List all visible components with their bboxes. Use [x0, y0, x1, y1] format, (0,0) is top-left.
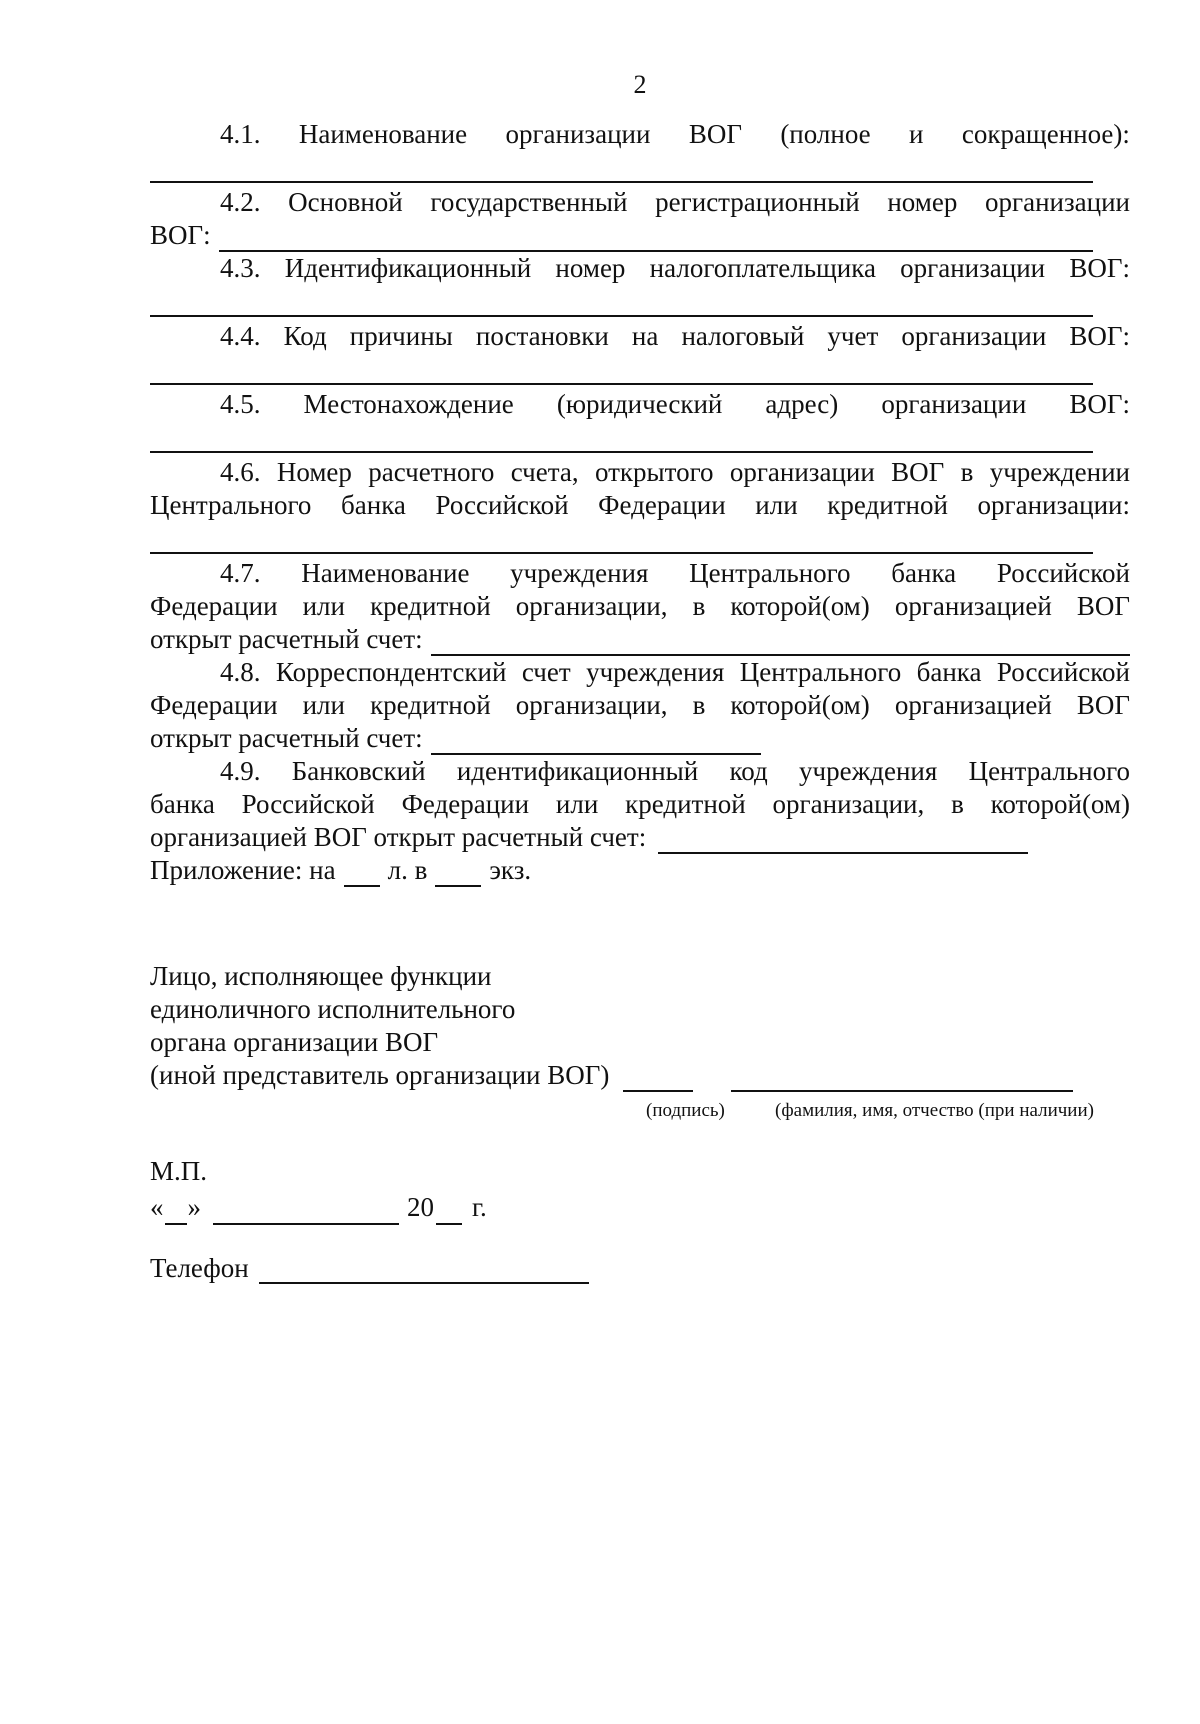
signatory-line-4	[150, 1059, 1130, 1092]
date-line	[150, 1189, 487, 1225]
item-4-9-line-1: 4.9. Банковский идентификационный код учреждения Центрального	[220, 756, 1130, 786]
item-4-1	[150, 118, 1130, 151]
item-4-7-word: учреждения	[510, 558, 649, 588]
item-4-5-word: ВОГ:	[1069, 389, 1130, 419]
item-4-8-line-1: 4.8. Корреспондентский счет учреждения Центрального банка Российской	[220, 657, 1130, 687]
signatory-line-2: единоличного исполнительного	[150, 994, 516, 1024]
item-4-1-fill-line[interactable]	[150, 151, 1093, 183]
item-4-4-fill-line[interactable]	[150, 353, 1093, 385]
item-4-2	[150, 186, 1130, 219]
date-year-field[interactable]	[436, 1199, 462, 1225]
item-4-1-word: (полное	[780, 119, 871, 149]
stamp-placeholder: М.П.	[150, 1156, 208, 1186]
stamp-block	[150, 1153, 487, 1225]
date-day-field[interactable]	[165, 1199, 187, 1225]
signature-field[interactable]	[623, 1066, 693, 1092]
signatory-line-1: Лицо, исполняющее функции	[150, 961, 492, 991]
item-4-5-word: (юридический	[556, 389, 723, 419]
item-4-8-line-2: Федерации или кредитной организации, в которой(ом) организацией ВОГ	[150, 690, 1130, 720]
phone-field[interactable]	[259, 1258, 589, 1284]
form-body	[150, 119, 1130, 887]
item-4-5-word: организации	[881, 389, 1027, 419]
item-4-8-line-3	[150, 722, 1130, 755]
date-open-quote: «	[150, 1192, 164, 1222]
item-4-5-word: Местонахождение	[303, 389, 514, 419]
signature-block	[150, 960, 1130, 1092]
appendix-sheets-field[interactable]	[344, 861, 380, 887]
item-4-9-tail: организацией ВОГ открыт расчетный счет:	[150, 822, 647, 852]
item-4-5-fill-line[interactable]	[150, 421, 1093, 453]
date-month-field[interactable]	[213, 1199, 399, 1225]
item-4-7-num: 4.7.	[220, 558, 261, 588]
item-4-6-fill-line[interactable]	[150, 522, 1093, 554]
item-4-8-tail: открыт расчетный счет:	[150, 723, 423, 753]
item-4-9-fill-line[interactable]	[658, 828, 1028, 854]
signatory-line-3: органа организации ВОГ	[150, 1027, 439, 1057]
item-4-2-tail: ВОГ:	[150, 220, 211, 250]
item-4-8-fill-line[interactable]	[431, 729, 761, 755]
item-4-3-text: 4.3. Идентификационный номер налогоплательщика организации ВОГ:	[220, 253, 1130, 283]
date-close-quote: »	[187, 1192, 201, 1222]
item-4-7-tail: открыт расчетный счет:	[150, 624, 423, 654]
item-4-7-line-2: Федерации или кредитной организации, в которой(ом) организацией ВОГ	[150, 591, 1130, 621]
item-4-1-word: ВОГ	[688, 119, 742, 149]
item-4-3	[150, 252, 1130, 285]
item-4-2-text: 4.2. Основной государственный регистрационный номер организации	[220, 187, 1130, 217]
item-4-4	[150, 320, 1130, 353]
item-4-2-line	[150, 219, 1093, 252]
appendix-sheets-label: л. в	[387, 855, 428, 885]
page-number: 2	[633, 70, 647, 99]
item-4-7-line-3	[150, 623, 1130, 656]
item-4-7-word: банка	[891, 558, 957, 588]
date-year-suffix: г.	[472, 1192, 487, 1222]
item-4-1-num: 4.1.	[220, 119, 261, 149]
phone-line	[150, 1253, 589, 1284]
item-4-5	[150, 388, 1130, 421]
item-4-7	[150, 557, 1130, 590]
item-4-5-num: 4.5.	[220, 389, 261, 419]
item-4-7-word: Наименование	[301, 558, 470, 588]
item-4-1-word: организации	[505, 119, 651, 149]
full-name-field[interactable]	[731, 1066, 1073, 1092]
item-4-9-line-2: банка Российской Федерации или кредитной организации, в которой(ом)	[150, 789, 1130, 819]
item-4-4-text: 4.4. Код причины постановки на налоговый учет организации ВОГ:	[220, 321, 1130, 351]
phone-label: Телефон	[150, 1253, 249, 1283]
name-caption: (фамилия, имя, отчество (при наличии)	[775, 1100, 1094, 1121]
appendix-line	[150, 854, 1130, 887]
item-4-2-fill-line[interactable]	[219, 226, 1093, 252]
item-4-9-line-3	[150, 821, 1130, 854]
appendix-label: Приложение: на	[150, 855, 336, 885]
appendix-copies-field[interactable]	[435, 861, 481, 887]
item-4-7-word: Центрального	[689, 558, 851, 588]
item-4-7-word: Российской	[996, 558, 1130, 588]
item-4-3-fill-line[interactable]	[150, 285, 1093, 317]
item-4-1-word: и	[909, 119, 924, 149]
item-4-5-word: адрес)	[765, 389, 839, 419]
item-4-7-fill-line[interactable]	[431, 630, 1130, 656]
signature-caption: (подпись)	[646, 1100, 725, 1121]
item-4-1-word: сокращенное):	[961, 119, 1130, 149]
signatory-representative: (иной представитель организации ВОГ)	[150, 1060, 610, 1090]
item-4-1-word: Наименование	[298, 119, 468, 149]
item-4-6: 4.6. Номер расчетного счета, открытого организации ВОГ в учреждении Центрального банка Российской Федерации или кредитной организации:	[150, 457, 1130, 520]
appendix-copies-label: экз.	[489, 855, 532, 885]
date-year-prefix: 20	[407, 1192, 434, 1222]
